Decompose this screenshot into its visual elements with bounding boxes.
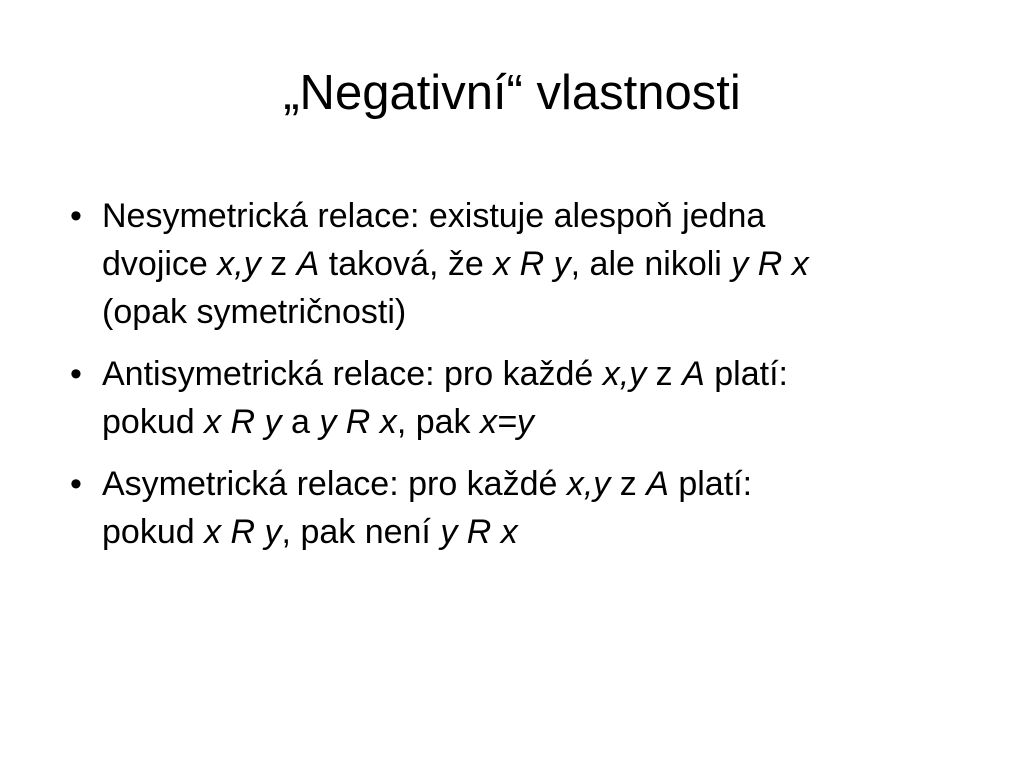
bullet-marker: • (70, 197, 82, 235)
bullet-line (102, 288, 962, 336)
bullet-text: pokud (102, 403, 205, 441)
bullet-text: pokud (102, 513, 205, 551)
math-variable: y R x (319, 403, 397, 441)
math-variable: x R y (493, 245, 571, 283)
math-variable: A (296, 245, 320, 283)
bullet-text: a (281, 403, 320, 441)
math-variable: A (682, 355, 705, 393)
math-variable: y R x (440, 513, 518, 551)
bullet-item (62, 460, 962, 556)
bullet-text: Nesymetrická relace: existuje alespoň jedna (102, 197, 766, 235)
bullet-text: z (610, 465, 647, 503)
bullet-text: , pak není (281, 513, 441, 551)
math-variable: x,y (217, 245, 261, 283)
bullet-item (62, 192, 962, 336)
math-variable: x,y (602, 355, 647, 393)
bullet-text: Asymetrická relace: pro každé (102, 465, 567, 503)
bullet-item (62, 350, 962, 446)
bullet-text: platí: (704, 355, 788, 393)
bullet-marker: • (70, 355, 82, 393)
bullet-text: Antisymetrická relace: pro každé (102, 355, 603, 393)
bullet-line (102, 508, 962, 556)
bullet-line (102, 240, 962, 288)
bullet-line (102, 398, 962, 446)
bullet-line (102, 192, 962, 240)
math-variable: A (646, 465, 669, 503)
bullet-line (102, 350, 962, 398)
bullet-text: , pak (396, 403, 480, 441)
bullet-list (62, 192, 962, 570)
bullet-text: , ale nikoli (570, 245, 732, 283)
bullet-text: dvojice (102, 245, 218, 283)
bullet-text: z (260, 245, 297, 283)
math-variable: x R y (204, 513, 282, 551)
bullet-line (102, 460, 962, 508)
bullet-text: taková, že (319, 245, 494, 283)
math-variable: y R x (731, 245, 809, 283)
bullet-text: z (646, 355, 683, 393)
math-variable: x=y (479, 403, 534, 441)
slide-title: „Negativní“ vlastnosti (283, 66, 741, 120)
math-variable: x R y (204, 403, 282, 441)
bullet-text: platí: (668, 465, 753, 503)
math-variable: x,y (566, 465, 611, 503)
bullet-marker: • (70, 465, 82, 503)
bullet-text: (opak symetričnosti) (102, 293, 407, 331)
